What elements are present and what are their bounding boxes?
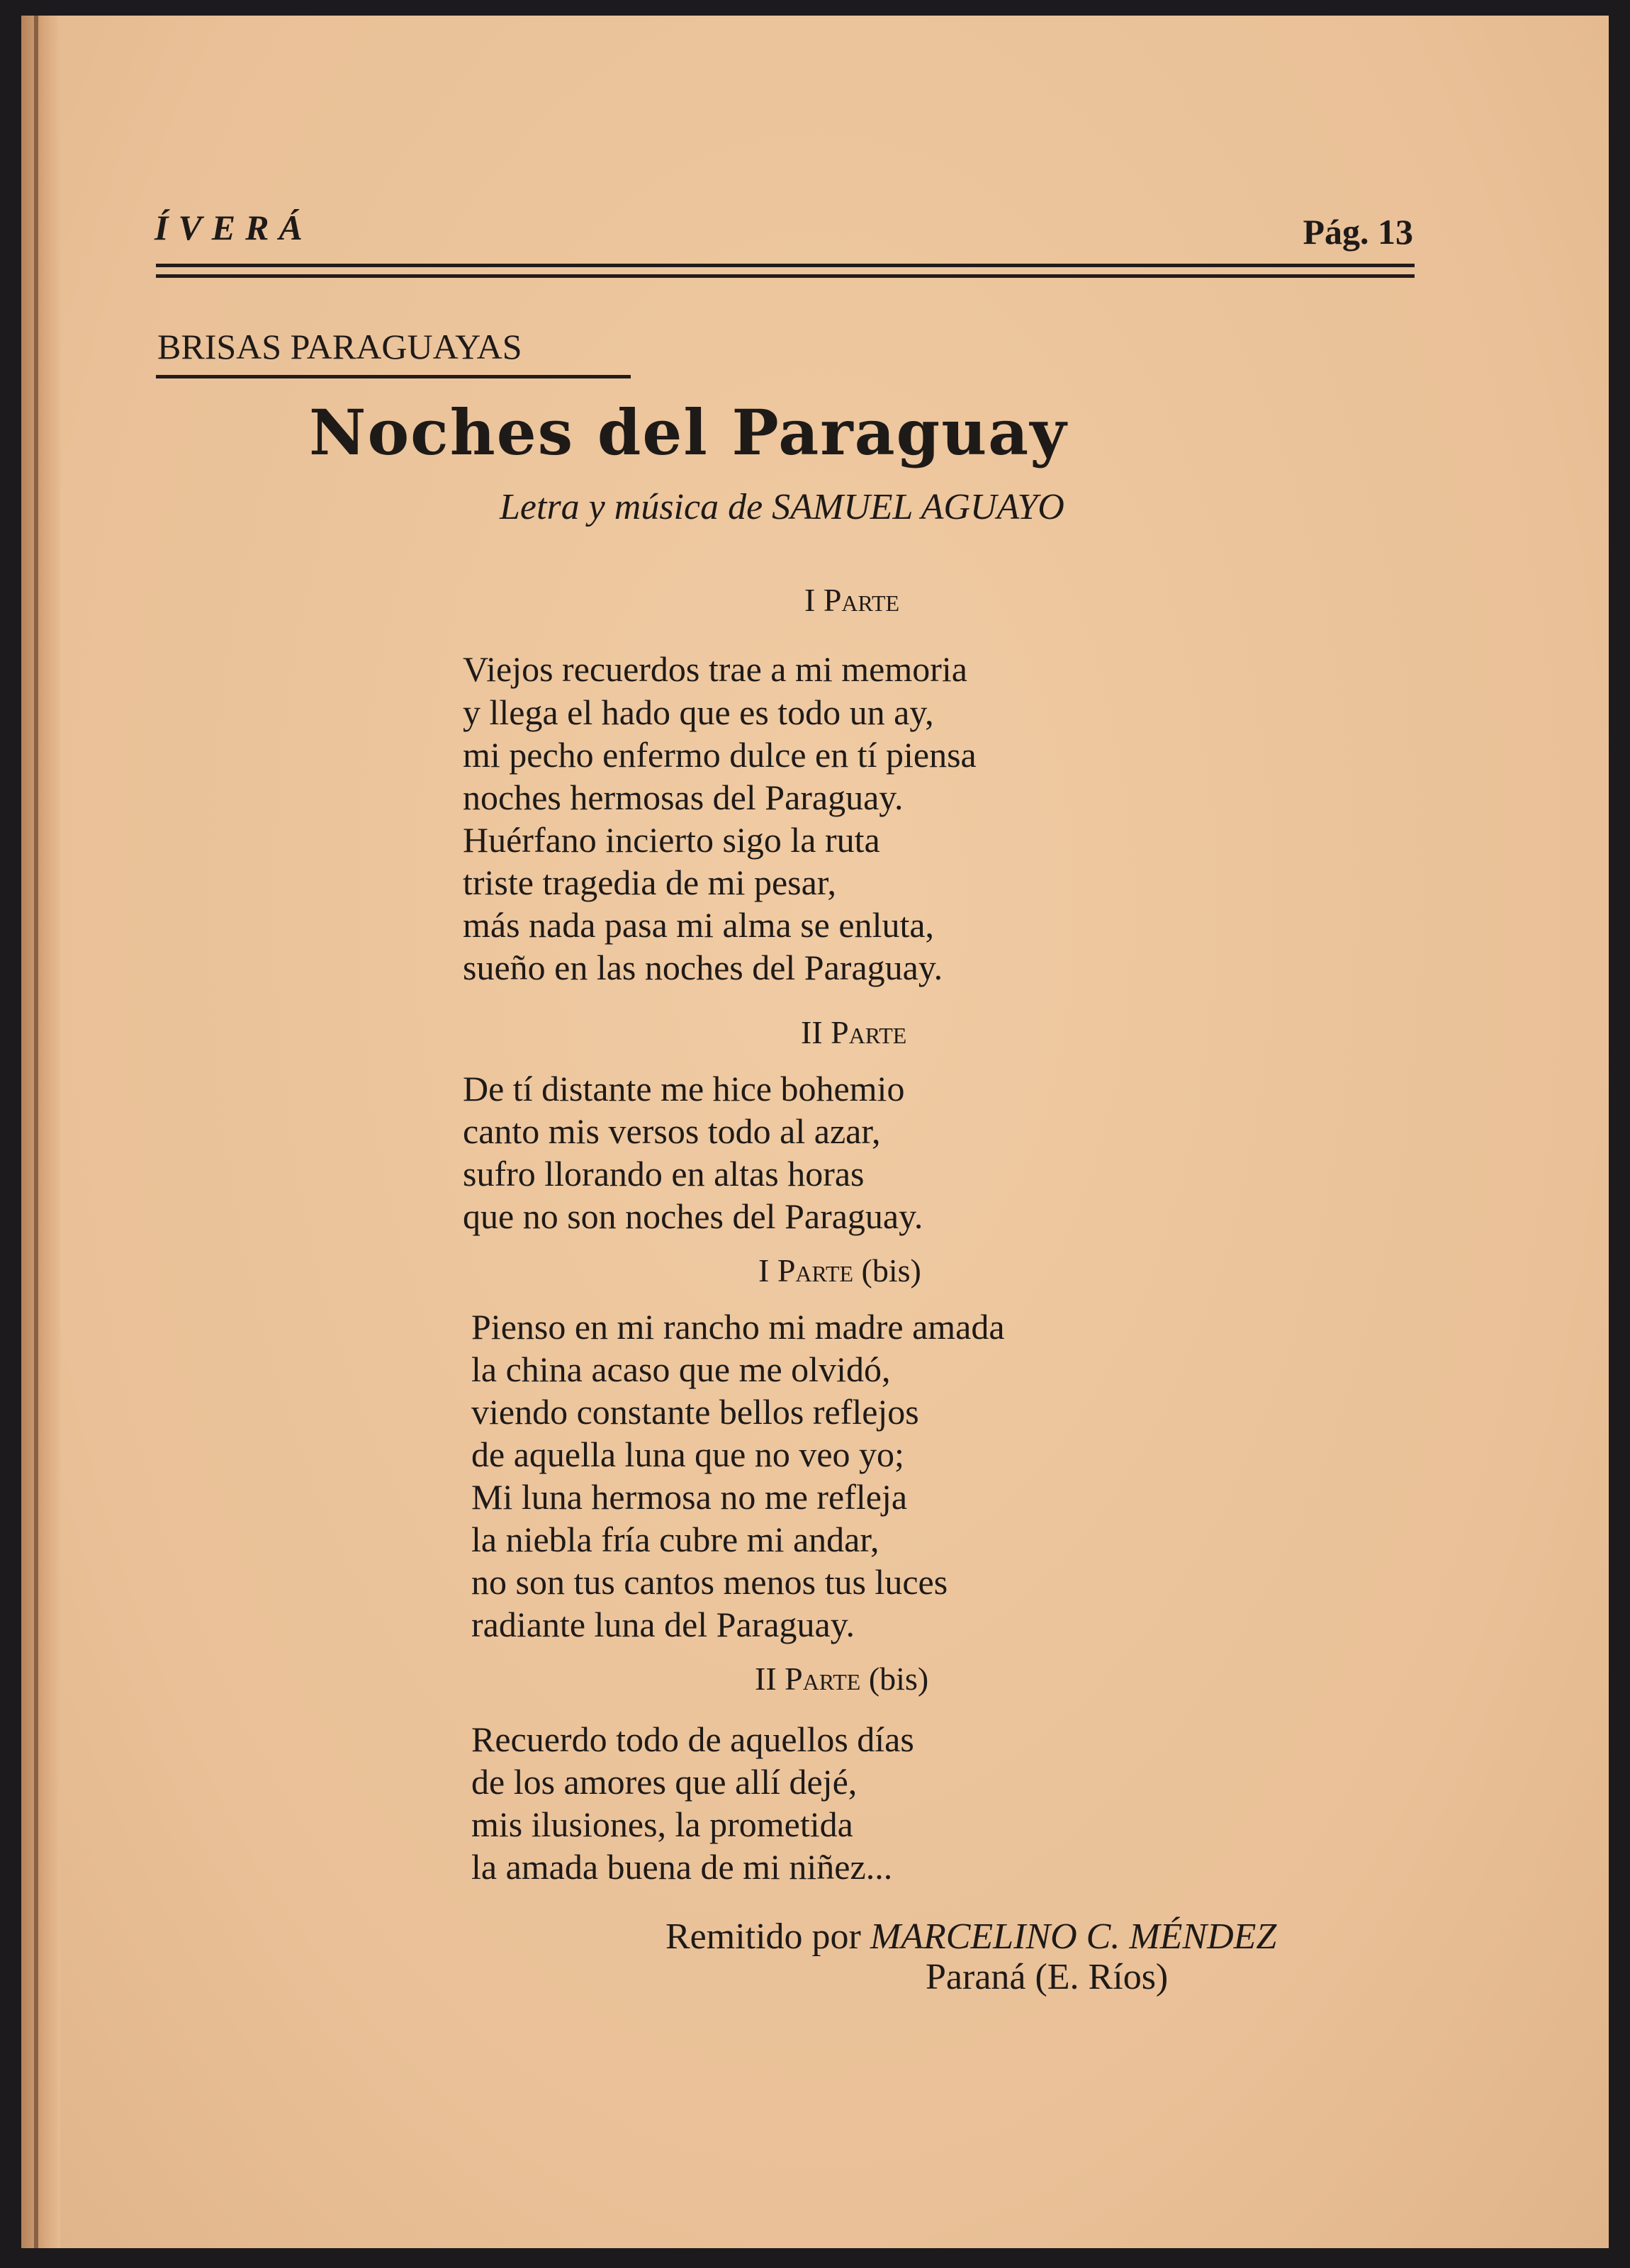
verse-line: canto mis versos todo al azar, [463,1111,881,1151]
heading-number: II [755,1661,777,1697]
heading-number: I [758,1252,770,1289]
verse-line: Viejos recuerdos trae a mi memoria [463,649,967,689]
page-number: Pág. 13 [1303,212,1413,252]
stanza-heading [801,1014,906,1051]
section-label: BRISAS PARAGUAYAS [157,327,522,366]
verse-line: de los amores que allí dejé, [471,1762,858,1802]
verse-line: y llega el hado que es todo un ay, [463,692,934,732]
heading-word: Parte [831,1014,907,1050]
sender-name: MARCELINO C. MÉNDEZ [870,1916,1277,1957]
heading-word: Parte [823,582,900,618]
verse-line: no son tus cantos menos tus luces [471,1562,948,1602]
header-rule-top [156,264,1415,267]
binding-line [34,16,38,2248]
sender-line [665,1916,1276,1958]
sender-prefix: Remitido por [665,1916,861,1957]
binding-edge [21,16,60,2248]
verse-line: triste tragedia de mi pesar, [463,863,836,902]
stanza-heading [758,1252,921,1289]
verse-line: De tí distante me hice bohemio [463,1069,905,1108]
verse-line: de aquella luna que no veo yo; [471,1435,904,1474]
sender-place: Paraná (E. Ríos) [926,1957,1169,1997]
verse-line: Pienso en mi rancho mi madre amada [471,1307,1005,1347]
stanza-heading [755,1660,928,1697]
stanza-heading [804,581,899,619]
heading-word: Parte [785,1661,861,1697]
verse-line: la niebla fría cubre mi andar, [471,1520,879,1559]
verse-line: la amada buena de mi niñez... [471,1847,893,1887]
heading-number: I [804,582,816,618]
heading-suffix: (bis) [853,1252,921,1289]
poem-credit: Letra y música de SAMUEL AGUAYO [500,487,1064,527]
verse-line: Mi luna hermosa no me refleja [471,1477,908,1517]
section-underline [156,375,631,378]
verse-line: la china acaso que me olvidó, [471,1349,891,1389]
verse-line: sufro llorando en altas horas [463,1154,865,1194]
heading-suffix: (bis) [860,1661,929,1697]
verse-line: viendo constante bellos reflejos [471,1392,919,1432]
verse-line: sueño en las noches del Paraguay. [463,948,943,987]
verse-line: noches hermosas del Paraguay. [463,777,904,817]
verse-line: mis ilusiones, la prometida [471,1804,853,1844]
heading-word: Parte [777,1252,854,1289]
header-rule-bottom [156,274,1415,278]
verse-line: Recuerdo todo de aquellos días [471,1719,914,1759]
verse-line: Huérfano incierto sigo la ruta [463,820,880,860]
verse-line: más nada pasa mi alma se enluta, [463,905,935,945]
poem-title: Noches del Paraguay [309,395,1068,469]
journal-name: ÍVERÁ [154,208,313,247]
heading-number: II [801,1014,823,1050]
verse-line: que no son noches del Paraguay. [463,1196,923,1236]
verse-line: radiante luna del Paraguay. [471,1605,855,1644]
verse-line: mi pecho enfermo dulce en tí piensa [463,735,977,775]
